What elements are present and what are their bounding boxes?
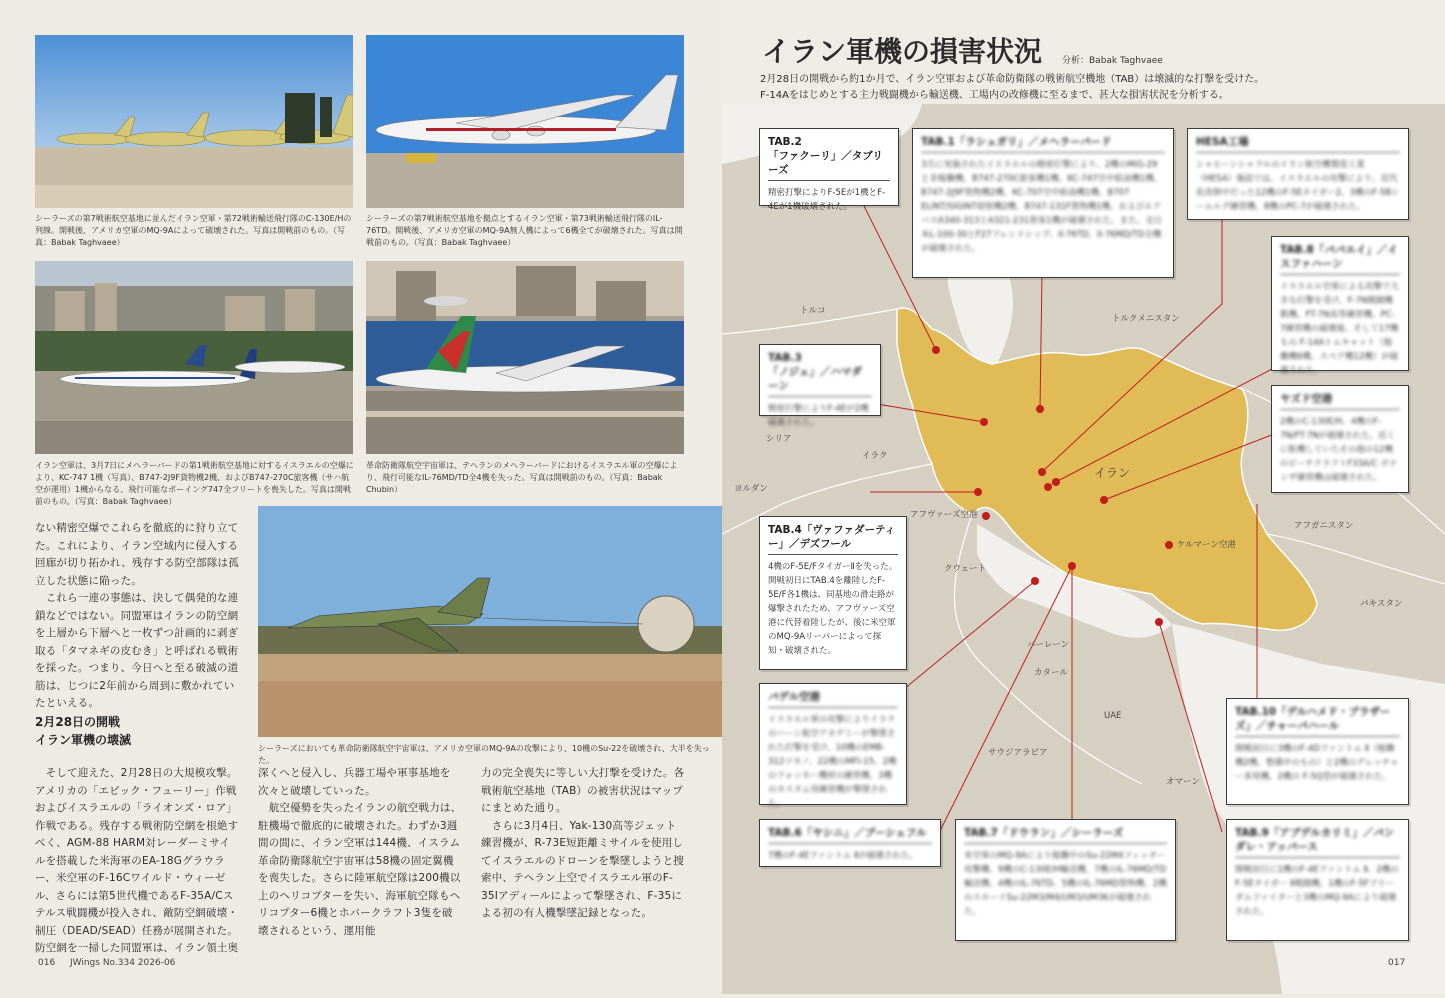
info-box-yazd (1271, 385, 1409, 493)
byline: 分析：Babak Taghvaee (1062, 56, 1163, 66)
info-box-body: 開戦初日に1機のF-4Eファントム Ⅱ、2機のF-5Eタイガー Ⅱ戦闘機、1機のF-5Fフリーダムファイターと3機のMQ-9Aにより破壊された。 (1235, 865, 1399, 917)
body-text-column-1b: そして迎えた、2月28日の大規模攻撃。アメリカの「エピック・フューリー」作戦およびイスラエルの「ライオンズ・ロア」作戦である。残存する戦術防空網を根絶すべく、AGM-88 HARM対レーダーミサイルを搭載した米海軍のEA-18Gグラウラー、米空軍のF-16Cワイルド・ウィーゼル、さらには第5世代機であるF-35A/Cステルス戦闘機が投入され、敵防空網破壊・制圧（DEAD/SEAD）任務が展開された。防空網を一掃した同盟軍は、イラン領土奥 (35, 767, 239, 954)
info-box-title: TAB.10「デルハメド・ブラザーズ」／チャーバハール (1235, 705, 1400, 737)
info-box-title: TAB.8「ババエイ」／イスファハーン (1280, 243, 1400, 275)
info-box-title: TAB.6「ヤシニ」／ブーシェフル (768, 826, 932, 844)
photo-c130-lineup (35, 35, 353, 208)
info-box-title: TAB.9「アブデルカリミ」／バンダレ・アッバース (1235, 826, 1400, 858)
info-box-tab1 (912, 128, 1174, 278)
map-label-turkmenistan: トルクメニスタン (1112, 314, 1180, 324)
photo-il76td (366, 35, 684, 208)
photo-b747 (35, 261, 353, 454)
info-box-body: 精密打撃によりF-4Eが2機破壊された。 (768, 404, 869, 428)
map-label-oman: オマーン (1166, 777, 1200, 787)
photo-caption: シーラーズの第7戦術航空基地に並んだイラン空軍・第72戦術輸送飛行隊のC-130E/Hの列線。開戦後、アメリカ空軍のMQ-9Aによって破壊された。写真は開戦前のもの。（写真：Babak Taghvaee） (35, 214, 352, 247)
info-box-title: ヤズド空港 (1280, 392, 1400, 410)
body-text-column-2: 深くへと侵入し、兵器工場や軍事基地を次々と破壊していった。 航空優勢を失ったイランの航空戦力は、駐機場で徹底的に破壊された。わずか3週間の間に、イラン空軍は144機、イスラム革命防衛隊航空宇宙軍は58機の固定翼機を喪失した。さらに陸軍航空隊は200機以上のヘリコプターを失い、海軍航空隊もヘリコプター6機とホバークラフト3隻を破壊されるという、運用能 (258, 767, 462, 937)
map-label-kerman: ケルマーン空港 (1177, 540, 1236, 550)
magazine-issue: JWings No.334 2026-06 (70, 958, 176, 968)
left-page (0, 0, 722, 994)
info-box-tab4 (759, 516, 907, 670)
map-label-iran: イラン (1094, 466, 1131, 480)
info-box-body: 精密打撃によりF-5Eが1機とF-4Eが1機破壊された。 (768, 188, 886, 212)
info-box-title: バデル空港 (768, 690, 898, 708)
photo-caption: 革命防衛隊航空宇宙軍は、テヘランのメヘラーバードにおけるイスラエル軍の空爆により、飛行可能なIL-76MD/TD全4機を失った。写真は開戦前のもの。（写真：Babak Chubin） (366, 461, 678, 494)
info-box-body: シャヒーンシャフルのイラン航空機製造工業（HESA）施設では、イスラエルの攻撃により、近代化改修中だった12機のF-5Eタイガー2、3機のF-5Bシームルグ練習機、8機のPC-7が破壊された。 (1196, 160, 1400, 212)
info-box-tab8 (1271, 236, 1409, 376)
map-label-turkey: トルコ (800, 306, 826, 316)
map-label-pakistan: パキスタン (1360, 599, 1403, 609)
info-box-title: TAB.7「ドウラン」／シーラーズ (964, 826, 1167, 844)
map-label-uae: UAE (1104, 711, 1122, 721)
info-box-tab7 (955, 819, 1176, 941)
info-box-tab10 (1226, 698, 1409, 805)
page-number-right: 017 (1388, 958, 1406, 968)
page-number-left: 016 (38, 958, 56, 968)
body-text-column-3: 力の完全喪失に等しい大打撃を受けた。各戦術航空基地（TAB）の被害状況はマップにまとめた通り。 さらに3月4日、Yak-130高等ジェット練習機が、R-73E短距離ミサイルを使用してイスラエルのドローンを撃墜しようと捜索中、テヘラン上空でイスラエル軍のF-35Iアディールによって撃墜され、F-35による初の有人機撃墜記録となった。 (481, 767, 685, 919)
info-box-dezful (759, 683, 907, 809)
info-box-title: TAB.3 「ノジェ」／ハマダーン (768, 351, 872, 397)
map-label-qatar: カタール (1034, 668, 1068, 678)
photo-caption: シーラーズの第7戦術航空基地を拠点とするイラン空軍・第73戦術輸送飛行隊のIL-76TD。開戦後、アメリカ空軍のMQ-9A無人機によって6機全てが破壊された。写真は開戦前のもの。（写真：Babak Taghvaee） (366, 214, 683, 247)
info-box-title: HESA工場 (1196, 135, 1400, 153)
info-box-tab9 (1226, 819, 1409, 941)
map-label-ahvaz: アフヴァーズ空港 (910, 510, 978, 520)
map-label-syria: シリア (766, 434, 792, 444)
info-box-tab6 (759, 819, 941, 867)
info-box-title: TAB.2 「ファクーリ」／タブリーズ (768, 135, 890, 181)
info-box-tab2 (759, 128, 899, 212)
photo-su22 (258, 506, 722, 737)
info-box-title: TAB.1「ラシュガリ」／メヘラーバード (921, 135, 1165, 153)
map-label-bahrain: バーレーン (1027, 640, 1070, 650)
body-text-column-1: ない精密空爆でこれらを徹底的に狩り立てた。これにより、イラン空域内に侵入する回廊が切り拓かれ、残存する防空部隊は孤立した状態に陥った。 これら一連の事態は、決して偶発的な連鎖などではない。同盟軍はイランの防空網を上層から下層へと一枚ずつ計画的に剥ぎ取る「タマネギの皮むき」と呼ばれる戦術を採った。つまり、今日へと至る破滅の道筋は、じつに2年前から周到に敷かれていたといえる。 (35, 522, 239, 709)
info-box-body: 米空軍のMQ-9Aにより稼働中のSu-22M4フィッター攻撃機、9機のC-130E/H輸送機、7機のIL-76MD/TD輸送機、4機のIL-76TD、5機のIL-76MD貨物機、2機のスホーイSu-22M3/M4/UM3/UM3Kが破壊された。 (964, 851, 1167, 917)
section-heading: 2月28日の開戦 イラン軍機の壊滅 (35, 715, 132, 747)
page-title: イラン軍機の損害状況 (762, 35, 1043, 68)
info-box-body: 3月に実施されたイスラエルの精密打撃により、2機のMiG-29と非稼働機、B747-270C旅客機1機、KC-747空中給油機1機、B747-2J9F貨物機2機、KC-707空中給油機1機、B707 ELINT/SIGINT偵察機2機、B747-131F貨物機1機、およびエアバスA340-313とA321-231貨客1機が破壊された。また、全日本L-100-30とF27フレンドシップ、Il-76TD、Il-76MD/TD全機が破壊された。 (921, 160, 1163, 254)
info-box-body: イスラエル軍の攻撃によりイラクのハーン航空アカデミーが撃墜された打撃を受け、10機のEMB-312ツカノ、22機のMFI-15、2機のフォッカー機材の練習機、3機のカスタム用練習機が撃墜された。 (768, 715, 897, 809)
map-label-kuwait: クウェート (944, 564, 987, 574)
info-box-body: 4機のF-5E/FタイガーⅡを失った。開戦初日にTAB.4を離陸したF-5E/F各1機は、同基地の滑走路が爆撃されたため、アフヴァーズ空港に代替着陸したが、後に米空軍のMQ-9Aリーパーによって探知・破壊された。 (768, 562, 898, 656)
photo-il76md (366, 261, 684, 454)
map-label-jordan: ヨルダン (734, 484, 768, 494)
info-box-body: 2機のC-130E/H、4機のF-7N/FT-7Nが破壊された。近くに駐機していたその他の12機のビーチクラフトF33A/C ボナンザ練習機は破壊された。 (1280, 417, 1398, 483)
photo-caption: シーラーズにおいても革命防衛隊航空宇宙軍は、アメリカ空軍のMQ-9Aの攻撃により、10機のSu-22を破壊され、大半を失った。 (258, 744, 710, 765)
map-label-afghanistan: アフガニスタン (1294, 521, 1354, 531)
photo-caption: イラン空軍は、3月7日にメヘラーバードの第1戦術航空基地に対するイスラエルの空爆により、KC-747 1機（写真）、B747-2J9F貨物機2機、およびB747-270C旅客機（サハ航空が運用）1機からなる、飛行可能なボーイング747全フリートを喪失した。写真は開戦前のもの。（写真：Babak Taghvaee） (35, 461, 354, 506)
info-box-body: 7機のF-4Eファントム Ⅱが破壊された。 (768, 851, 918, 861)
info-box-tab3 (759, 344, 881, 428)
info-box-body: イスラエル空軍による攻撃で大きな打撃を受け、F-7N戦闘機数機、FT-7N高等練習機、PC-7練習機の破壊後、そして17機もの F-14Aトムキャット（稼働機6機、スペア機12機）が破壊された。 (1280, 282, 1399, 376)
map-label-iraq: イラク (862, 451, 888, 461)
info-box-body: 開戦初日に3機のF-4Dファントム Ⅱ（稼働機2機、整備中のもの）と2機のグレッチャー多用機、2機の F-5Q型が破壊された。 (1235, 744, 1399, 782)
info-box-title: TAB.4「ヴァファダーティー」／デズフール (768, 523, 898, 555)
map-label-saudi: サウジアラビア (988, 748, 1048, 758)
info-box-hesa (1187, 128, 1409, 220)
lead-text: 2月28日の開戦から約1か月で、イラン空軍および革命防衛隊の戦術航空機地（TAB）は壊滅的な打撃を受けた。 F-14Aをはじめとする主力戦闘機から輸送機、工場内の改修機に至るまで、甚大な損害状況を分析する。 (760, 74, 1265, 101)
